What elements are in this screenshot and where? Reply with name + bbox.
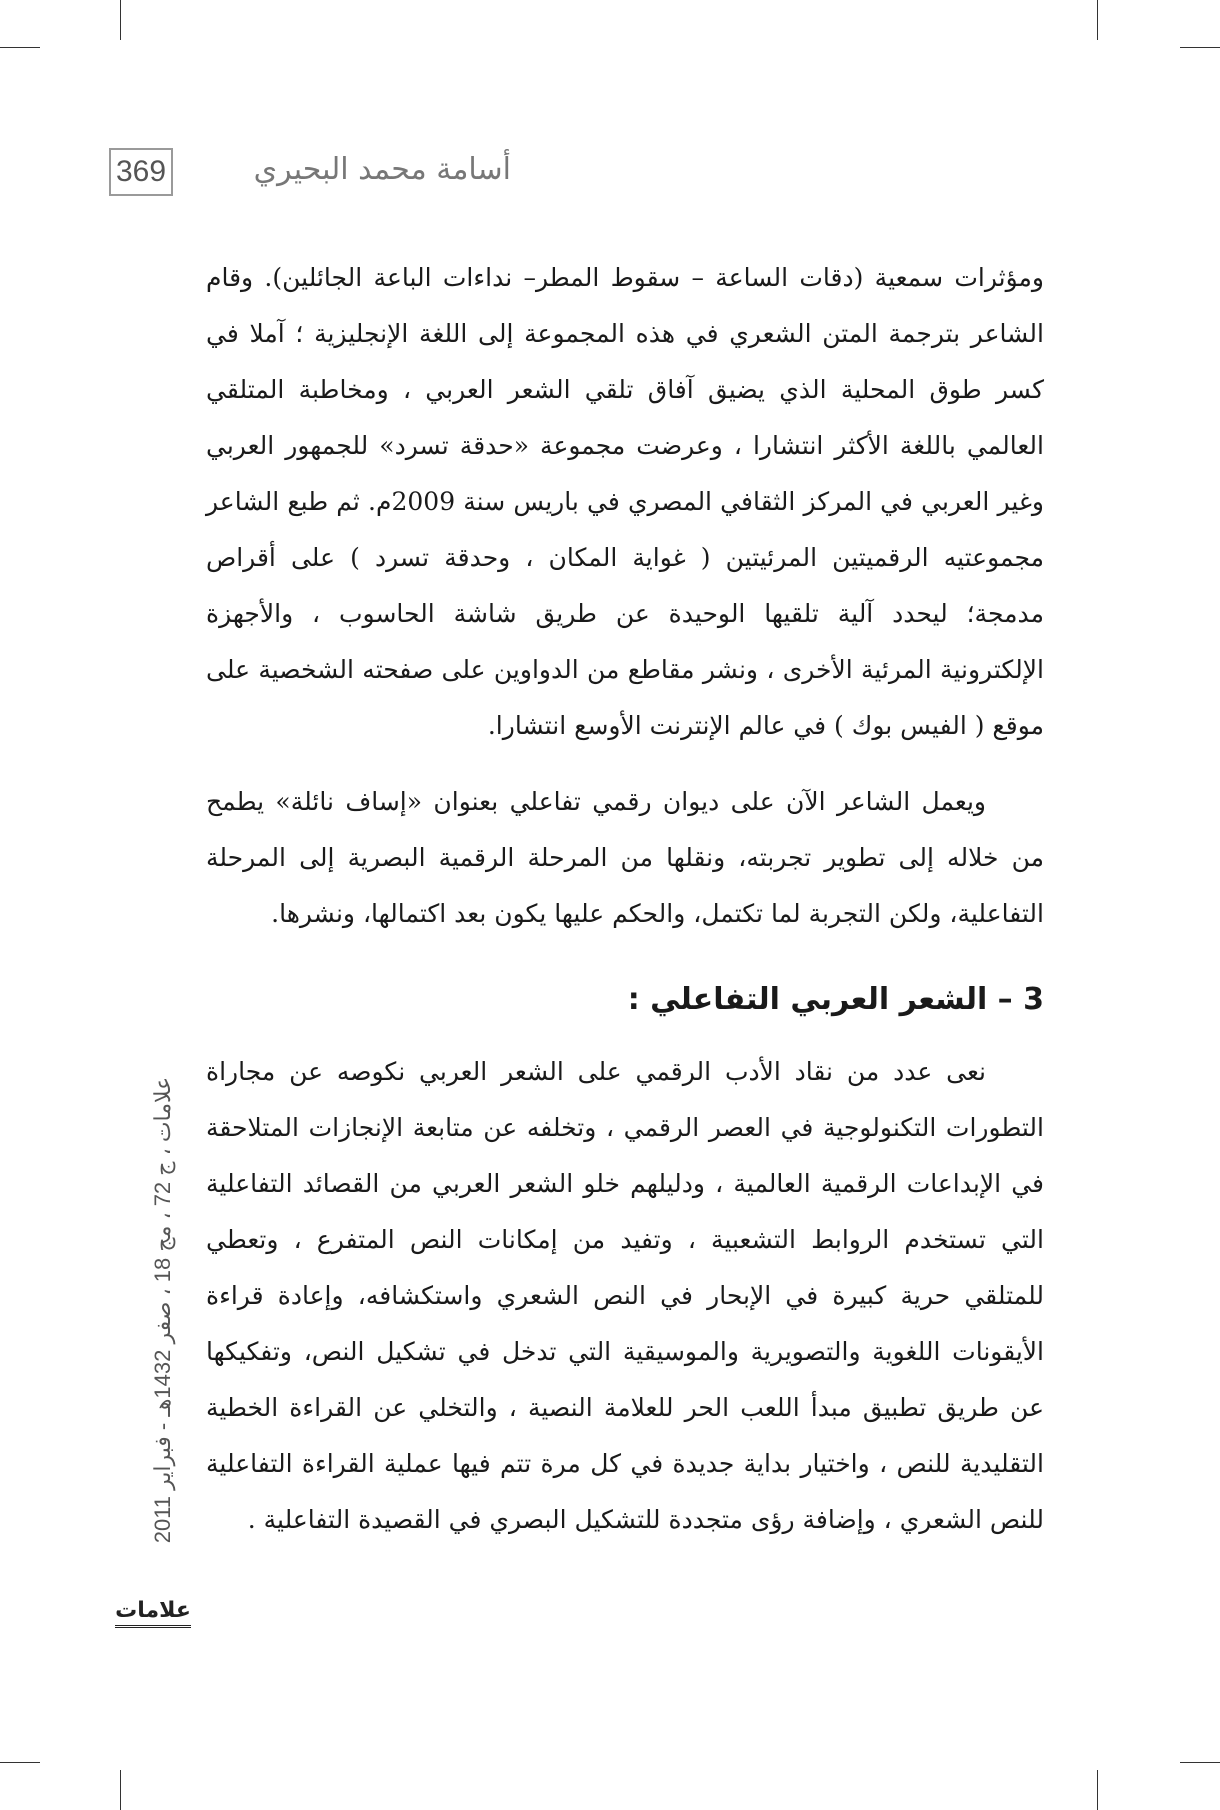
crop-mark <box>120 1770 121 1810</box>
page-number: 369 <box>109 148 173 196</box>
crop-mark <box>0 1762 40 1763</box>
journal-logo-text: علامات <box>115 1598 191 1628</box>
crop-mark <box>1097 0 1098 40</box>
crop-mark <box>1097 1770 1098 1810</box>
running-header-author: أسامة محمد البحيري <box>253 152 511 187</box>
journal-reference <box>146 1040 180 1580</box>
crop-mark <box>1180 47 1220 48</box>
paragraph: ومؤثرات سمعية (دقات الساعة – سقوط المطر– نداءات الباعة الجائلين). وقام الشاعر بترجمة المتن الشعري في هذه المجموعة إلى اللغة الإنجليزية ؛ آملا في كسر طوق المحلية الذي يضيق آفاق تلقي الشعر العربي ، ومخاطبة المتلقي العالمي باللغة الأكثر انتشارا ، وعرضت مجموعة «حدقة تسرد» للجمهور العربي وغير العربي في المركز الثقافي المصري في باريس سنة 2009م. ثم طبع الشاعر مجموعتيه الرقميتين المرئيتين ( غواية المكان ، وحدقة تسرد ) على أقراص مدمجة؛ ليحدد آلية تلقيها الوحيدة عن طريق شاشة الحاسوب ، والأجهزة الإلكترونية المرئية الأخرى ، ونشر مقاطع من الدواوين على صفحته الشخصية على موقع ( الفيس بوك ) في عالم الإنترنت الأوسع انتشارا. <box>206 263 1045 740</box>
crop-mark <box>0 47 40 48</box>
journal-reference-text: علامات ، ج 72 ، مج 18 ، صفر 1432هـ - فبراير 2011 <box>150 1076 175 1544</box>
crop-mark <box>120 0 121 40</box>
paragraph: ويعمل الشاعر الآن على ديوان رقمي تفاعلي بعنوان «إساف نائلة» يطمح من خلاله إلى تطوير تجربته، ونقلها من المرحلة الرقمية البصرية إلى المرحلة التفاعلية، ولكن التجربة لما تكتمل، والحكم عليها يكون بعد اكتمالها، ونشرها. <box>206 787 1044 928</box>
crop-mark <box>1180 1762 1220 1763</box>
paragraph: نعى عدد من نقاد الأدب الرقمي على الشعر العربي نكوصه عن مجاراة التطورات التكنولوجية في العصر الرقمي ، وتخلفه عن متابعة الإنجازات المتلاحقة في الإبداعات الرقمية العالمية ، ودليلهم خلو الشعر العربي من القصائد التفاعلية التي تستخدم الروابط التشعبية ، وتفيد من إمكانات النص المتفرع ، وتعطي للمتلقي حرية كبيرة في الإبحار في النص الشعري واستكشافه، وإعادة قراءة الأيقونات اللغوية والتصويرية والموسيقية التي تدخل في تشكيل النص، وتفكيكها عن طريق تطبيق مبدأ اللعب الحر للعلامة النصية ، والتخلي عن القراءة الخطية التقليدية للنص ، واختيار بداية جديدة في كل مرة تتم فيها عملية القراءة التفاعلية للنص الشعري ، وإضافة رؤى متجددة للتشكيل البصري في القصيدة التفاعلية . <box>206 1057 1044 1534</box>
section-heading: 3 – الشعر العربي التفاعلي : <box>627 982 1044 1017</box>
page-body <box>206 250 1044 1548</box>
journal-logo <box>115 1590 191 1636</box>
